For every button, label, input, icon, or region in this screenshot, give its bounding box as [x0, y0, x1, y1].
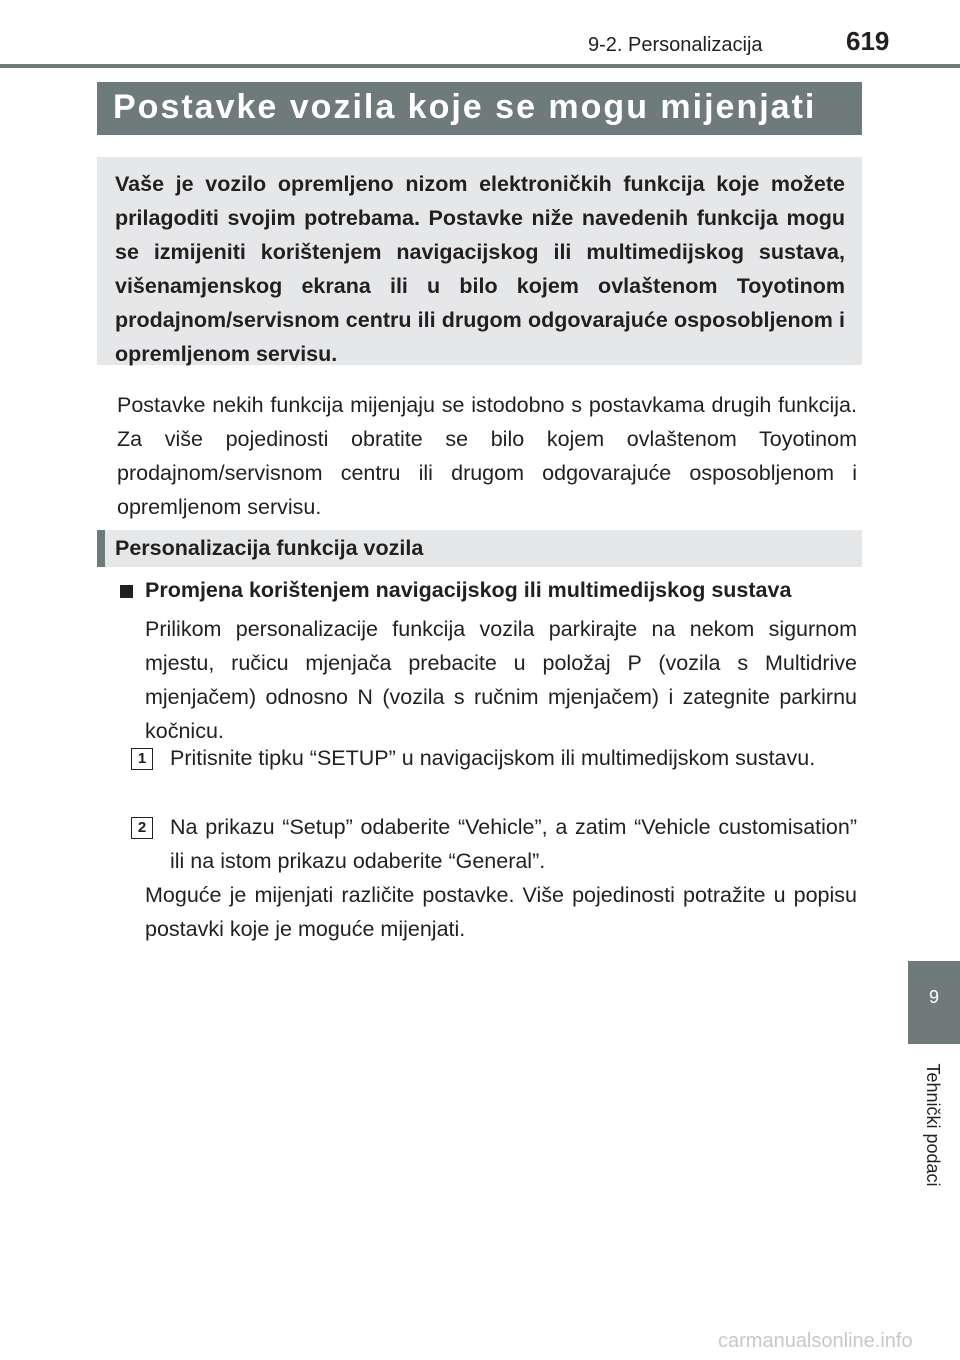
chapter-tab[interactable] — [908, 961, 960, 1044]
intro-text: Vaše je vozilo opremljeno nizom elektroničkih funkcija koje možete prilagoditi svojim potrebama. Postavke niže navedenih funkcija mogu se izmijeniti korištenjem navigacijskog ili multimedijskog sustava, višenamjenskog ekrana ili u bilo kojem ovlaštenom Toyotinom prodajnom/servisnom centru ili drugom odgovarajuće osposobljenom i opremljenom servisu. — [115, 172, 845, 366]
bullet-paragraph: Prilikom personalizacije funkcija vozila parkirajte na nekom sigurnom mjestu, ručicu mjenjača prebacite u položaj P (vozila s Multidrive mjenjačem) odnosno N (vozila s ručnim mjenjačem) i zategnite parkirnu kočnicu. — [145, 617, 857, 743]
subsection-bar — [97, 530, 862, 567]
step-badge-1: 1 — [131, 748, 153, 770]
intro-box — [97, 157, 862, 365]
step-badge-2: 2 — [131, 817, 153, 839]
body-paragraph: Postavke nekih funkcija mijenjaju se istodobno s postavkama drugih funkcija. Za više pojedinosti obratite se bilo kojem ovlaštenom Toyotinom prodajnom/servisnom centru ili drugom odgovarajuće osposobljenom i opremljenom servisu. — [117, 393, 857, 519]
chapter-tab-number: 9 — [928, 987, 939, 1007]
header-rule — [0, 64, 960, 68]
chapter-label-text: Tehnički podaci — [923, 1063, 943, 1187]
title-bar — [97, 82, 862, 135]
subsection-accent — [97, 530, 105, 567]
bullet-heading: Promjena korištenjem navigacijskog ili multimedijskog sustava — [145, 578, 792, 602]
step-text-1: Pritisnite tipku “SETUP” u navigacijskom ili multimedijskom sustavu. — [170, 746, 816, 770]
page-title: Postavke vozila koje se mogu mijenjati — [113, 88, 817, 126]
subsection-title: Personalizacija funkcija vozila — [115, 536, 424, 560]
watermark: carmanualsonline.info — [718, 1330, 913, 1352]
square-bullet-icon — [120, 585, 133, 598]
header-section-title: 9-2. Personalizacija — [588, 34, 763, 56]
page-number: 619 — [846, 26, 890, 56]
step-text-2: Na prikazu “Setup” odaberite “Vehicle”, a zatim “Vehicle customisation” ili na istom prikazu odaberite “General”. — [170, 815, 857, 873]
bullet-row — [117, 576, 862, 608]
closing-paragraph: Moguće je mijenjati različite postavke. Više pojedinosti potražite u popisu postavki koje je moguće mijenjati. — [145, 883, 857, 941]
